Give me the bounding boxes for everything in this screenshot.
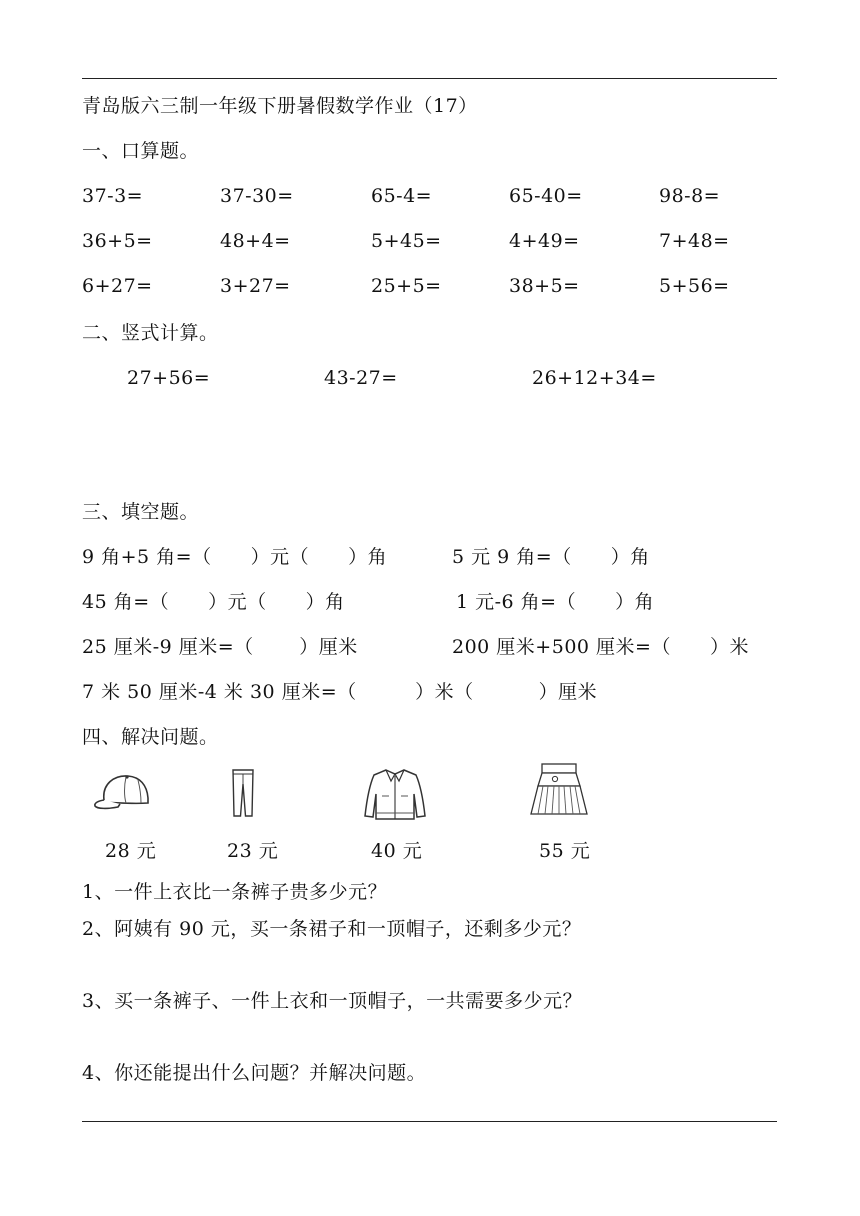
mental-math-item: 37-3= xyxy=(82,185,144,207)
question-2: 2、阿姨有 90 元，买一条裙子和一顶帽子，还剩多少元？ xyxy=(82,918,582,940)
bottom-rule xyxy=(82,1121,777,1122)
mental-math-item: 5+45= xyxy=(371,230,442,252)
mental-math-item: 98-8= xyxy=(659,185,721,207)
fill-blank-item: 25 厘米-9 厘米=（ ）厘米 xyxy=(82,636,358,658)
mental-math-item: 5+56= xyxy=(659,275,730,297)
jacket-price: 40 元 xyxy=(371,840,423,862)
fill-blank-item: 1 元-6 角=（ ）角 xyxy=(456,591,655,613)
section-1-heading: 一、口算题。 xyxy=(82,140,200,162)
pants-price: 23 元 xyxy=(227,840,279,862)
cap-icon xyxy=(90,770,154,816)
page-title: 青岛版六三制一年级下册暑假数学作业（17） xyxy=(82,95,478,117)
mental-math-item: 7+48= xyxy=(659,230,730,252)
cap-price: 28 元 xyxy=(105,840,157,862)
mental-math-item: 3+27= xyxy=(220,275,291,297)
section-4-heading: 四、解决问题。 xyxy=(82,726,219,748)
vertical-calc-item: 43-27= xyxy=(324,367,398,389)
vertical-calc-item: 26+12+34= xyxy=(532,367,657,389)
mental-math-item: 4+49= xyxy=(509,230,580,252)
skirt-icon xyxy=(528,762,590,820)
mental-math-item: 38+5= xyxy=(509,275,580,297)
question-3: 3、买一条裤子、一件上衣和一顶帽子，一共需要多少元？ xyxy=(82,990,583,1012)
section-3-heading: 三、填空题。 xyxy=(82,501,200,523)
mental-math-item: 65-40= xyxy=(509,185,583,207)
question-4: 4、你还能提出什么问题？并解决问题。 xyxy=(82,1062,427,1084)
jacket-icon xyxy=(362,766,428,822)
mental-math-item: 65-4= xyxy=(371,185,433,207)
fill-blank-item: 200 厘米+500 厘米=（ ）米 xyxy=(452,636,749,658)
pants-icon xyxy=(230,768,256,818)
fill-blank-item: 5 元 9 角=（ ）角 xyxy=(452,546,650,568)
fill-blank-item: 45 角=（ ）元（ ）角 xyxy=(82,591,345,613)
mental-math-item: 36+5= xyxy=(82,230,153,252)
section-2-heading: 二、竖式计算。 xyxy=(82,322,219,344)
vertical-calc-item: 27+56= xyxy=(127,367,211,389)
mental-math-item: 25+5= xyxy=(371,275,442,297)
fill-blank-item: 7 米 50 厘米-4 米 30 厘米=（ ）米（ ）厘米 xyxy=(82,681,598,703)
skirt-price: 55 元 xyxy=(539,840,591,862)
fill-blank-item: 9 角+5 角=（ ）元（ ）角 xyxy=(82,546,388,568)
mental-math-item: 6+27= xyxy=(82,275,153,297)
mental-math-item: 37-30= xyxy=(220,185,294,207)
mental-math-item: 48+4= xyxy=(220,230,291,252)
question-1: 1、一件上衣比一条裤子贵多少元？ xyxy=(82,881,388,903)
top-rule xyxy=(82,78,777,79)
